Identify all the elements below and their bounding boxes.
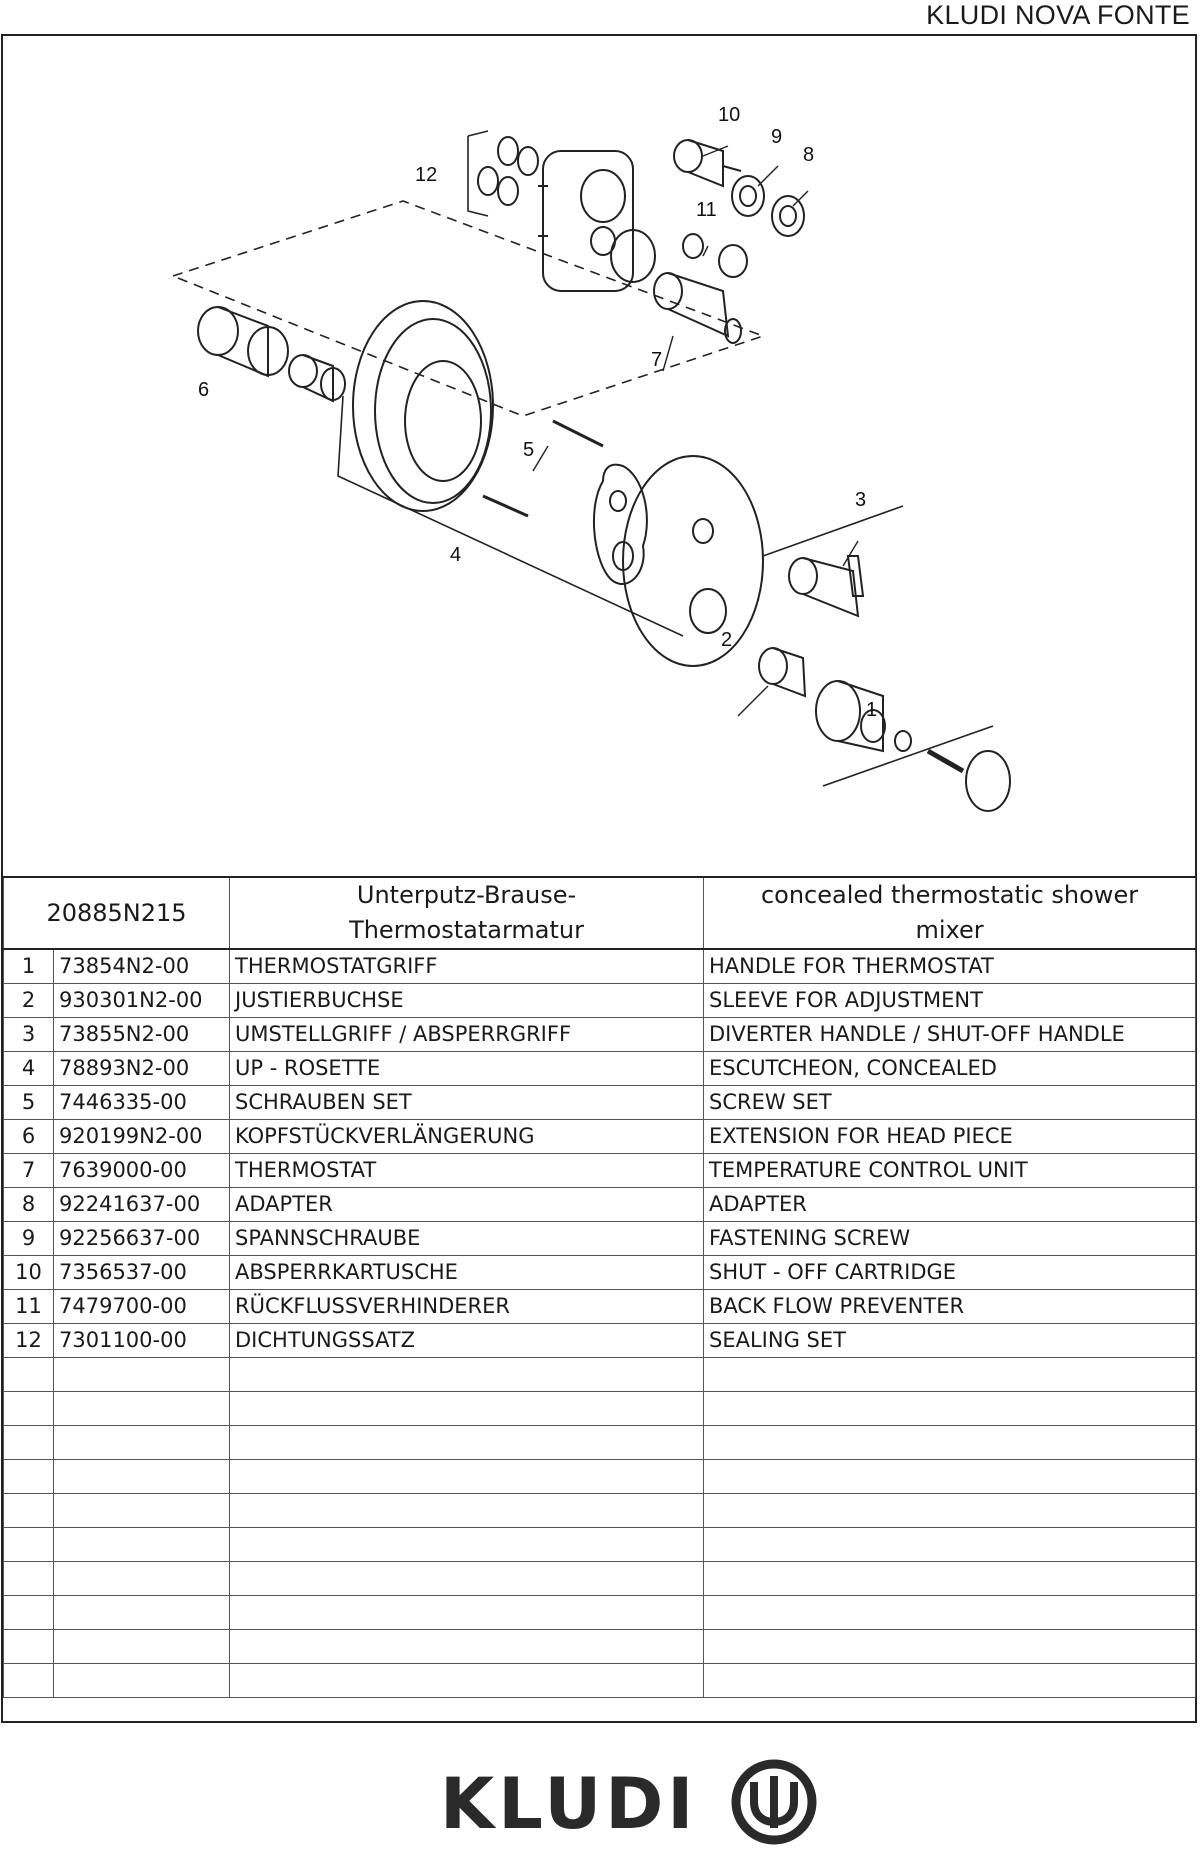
part-code	[54, 1561, 230, 1595]
part-name-de: UMSTELLGRIFF / ABSPERRGRIFF	[230, 1017, 704, 1051]
callout-5: 5	[523, 439, 535, 461]
table-row	[4, 1221, 1196, 1255]
table-row	[4, 1085, 1196, 1119]
product-name-de	[230, 877, 704, 949]
part-code: 920199N2-00	[54, 1119, 230, 1153]
item-number	[4, 1357, 54, 1391]
item-number: 2	[4, 983, 54, 1017]
item-number: 9	[4, 1221, 54, 1255]
thermostat-handle-drawing	[816, 681, 1010, 811]
thermostat-drawing	[654, 273, 741, 343]
item-number	[4, 1459, 54, 1493]
part-code: 7446335-00	[54, 1085, 230, 1119]
item-number: 8	[4, 1187, 54, 1221]
item-number: 1	[4, 949, 54, 983]
part-code	[54, 1391, 230, 1425]
part-code: 92241637-00	[54, 1187, 230, 1221]
logo-mark-icon	[730, 1758, 818, 1846]
part-name-en	[704, 1493, 1196, 1527]
item-number	[4, 1425, 54, 1459]
table-row	[4, 1051, 1196, 1085]
part-name-en: BACK FLOW PREVENTER	[704, 1289, 1196, 1323]
head-piece-extension-drawing	[198, 307, 345, 401]
part-name-de: DICHTUNGSSATZ	[230, 1323, 704, 1357]
item-number	[4, 1561, 54, 1595]
empty-table-row	[4, 1629, 1196, 1663]
kludi-logo	[440, 1758, 830, 1848]
valve-body-drawing	[538, 151, 655, 291]
part-code	[54, 1425, 230, 1459]
item-number	[4, 1663, 54, 1697]
logo-wordmark: KLUDI	[440, 1763, 698, 1845]
part-name-en: SEALING SET	[704, 1323, 1196, 1357]
product-name-de-line1: Unterputz-Brause-	[356, 881, 577, 909]
empty-table-row	[4, 1561, 1196, 1595]
item-number	[4, 1493, 54, 1527]
table-row	[4, 1119, 1196, 1153]
callout-11: 11	[696, 199, 717, 221]
part-name-de	[230, 1629, 704, 1663]
item-number: 7	[4, 1153, 54, 1187]
part-code	[54, 1595, 230, 1629]
callout-1: 1	[866, 699, 878, 721]
part-name-en: HANDLE FOR THERMOSTAT	[704, 949, 1196, 983]
part-name-en	[704, 1459, 1196, 1493]
part-name-de	[230, 1493, 704, 1527]
callout-7: 7	[651, 349, 663, 371]
part-name-en: EXTENSION FOR HEAD PIECE	[704, 1119, 1196, 1153]
part-name-de: UP - ROSETTE	[230, 1051, 704, 1085]
part-name-en	[704, 1663, 1196, 1697]
part-code: 7356537-00	[54, 1255, 230, 1289]
part-code	[54, 1629, 230, 1663]
part-name-de	[230, 1391, 704, 1425]
callout-12: 12	[415, 164, 438, 186]
part-name-de	[230, 1663, 704, 1697]
empty-table-row	[4, 1391, 1196, 1425]
sheet-frame	[1, 34, 1197, 1723]
part-name-de: RÜCKFLUSSVERHINDERER	[230, 1289, 704, 1323]
item-number	[4, 1527, 54, 1561]
page-title: KLUDI NOVA FONTE	[926, 0, 1190, 30]
table-row	[4, 1323, 1196, 1357]
product-name-de-line2: Thermostatarmatur	[349, 916, 584, 944]
empty-table-row	[4, 1595, 1196, 1629]
gasket-drawing	[594, 465, 647, 584]
part-name-en	[704, 1595, 1196, 1629]
item-number: 12	[4, 1323, 54, 1357]
part-name-de: THERMOSTAT	[230, 1153, 704, 1187]
part-code: 7479700-00	[54, 1289, 230, 1323]
part-name-en	[704, 1629, 1196, 1663]
item-number	[4, 1391, 54, 1425]
part-name-de	[230, 1357, 704, 1391]
empty-table-row	[4, 1425, 1196, 1459]
empty-table-row	[4, 1527, 1196, 1561]
callout-9: 9	[771, 126, 783, 148]
callout-3: 3	[855, 489, 867, 511]
part-name-de: ABSPERRKARTUSCHE	[230, 1255, 704, 1289]
part-name-de: KOPFSTÜCKVERLÄNGERUNG	[230, 1119, 704, 1153]
empty-table-row	[4, 1663, 1196, 1697]
item-number: 6	[4, 1119, 54, 1153]
part-name-en: FASTENING SCREW	[704, 1221, 1196, 1255]
table-row	[4, 983, 1196, 1017]
part-name-de	[230, 1459, 704, 1493]
part-name-de	[230, 1527, 704, 1561]
part-name-en: ADAPTER	[704, 1187, 1196, 1221]
callout-10: 10	[718, 104, 741, 126]
parts-table	[3, 876, 1196, 1698]
part-code: 73854N2-00	[54, 949, 230, 983]
fastening-screw-drawing	[732, 176, 764, 216]
part-code: 73855N2-00	[54, 1017, 230, 1051]
part-name-de: SPANNSCHRAUBE	[230, 1221, 704, 1255]
callout-8: 8	[803, 144, 815, 166]
article-number: 20885N215	[4, 877, 230, 949]
part-code: 92256637-00	[54, 1221, 230, 1255]
item-number	[4, 1595, 54, 1629]
sealing-set-drawing	[468, 131, 538, 216]
part-code: 7301100-00	[54, 1323, 230, 1357]
item-number: 3	[4, 1017, 54, 1051]
part-name-de	[230, 1425, 704, 1459]
part-name-en	[704, 1561, 1196, 1595]
part-code: 930301N2-00	[54, 983, 230, 1017]
part-name-de	[230, 1595, 704, 1629]
part-name-de: JUSTIERBUCHSE	[230, 983, 704, 1017]
adapter-drawing	[772, 196, 804, 236]
item-number: 11	[4, 1289, 54, 1323]
part-code	[54, 1357, 230, 1391]
part-name-en	[704, 1425, 1196, 1459]
part-code	[54, 1663, 230, 1697]
part-code: 78893N2-00	[54, 1051, 230, 1085]
empty-table-row	[4, 1357, 1196, 1391]
exploded-view-drawing	[3, 36, 1195, 876]
part-name-en: ESCUTCHEON, CONCEALED	[704, 1051, 1196, 1085]
escutcheon-ring-drawing	[353, 301, 493, 511]
shut-off-cartridge-drawing	[674, 140, 741, 186]
item-number	[4, 1629, 54, 1663]
part-name-en: TEMPERATURE CONTROL UNIT	[704, 1153, 1196, 1187]
product-name-en	[704, 877, 1196, 949]
product-name-en-line2: mixer	[915, 916, 984, 944]
part-name-de: ADAPTER	[230, 1187, 704, 1221]
part-code	[54, 1527, 230, 1561]
item-number: 4	[4, 1051, 54, 1085]
table-row	[4, 1017, 1196, 1051]
item-number: 10	[4, 1255, 54, 1289]
part-name-en: SHUT - OFF CARTRIDGE	[704, 1255, 1196, 1289]
table-row	[4, 1187, 1196, 1221]
screw-drawing	[553, 421, 603, 446]
part-name-de: SCHRAUBEN SET	[230, 1085, 704, 1119]
part-name-en: SLEEVE FOR ADJUSTMENT	[704, 983, 1196, 1017]
empty-table-row	[4, 1493, 1196, 1527]
table-header-row	[4, 877, 1196, 949]
back-flow-preventer-drawing	[683, 234, 703, 258]
diverter-handle-drawing	[789, 556, 863, 616]
part-name-en	[704, 1357, 1196, 1391]
table-row	[4, 1153, 1196, 1187]
part-name-en: SCREW SET	[704, 1085, 1196, 1119]
callout-6: 6	[198, 379, 210, 401]
callout-2: 2	[721, 629, 733, 651]
callout-4: 4	[450, 544, 462, 566]
part-code	[54, 1459, 230, 1493]
part-name-de	[230, 1561, 704, 1595]
item-number: 5	[4, 1085, 54, 1119]
table-row	[4, 949, 1196, 983]
product-name-en-line1: concealed thermostatic shower	[760, 881, 1139, 909]
table-row	[4, 1255, 1196, 1289]
table-row	[4, 1289, 1196, 1323]
empty-table-row	[4, 1459, 1196, 1493]
part-code: 7639000-00	[54, 1153, 230, 1187]
part-code	[54, 1493, 230, 1527]
part-name-en	[704, 1527, 1196, 1561]
part-name-en: DIVERTER HANDLE / SHUT-OFF HANDLE	[704, 1017, 1196, 1051]
part-name-de: THERMOSTATGRIFF	[230, 949, 704, 983]
part-name-en	[704, 1391, 1196, 1425]
